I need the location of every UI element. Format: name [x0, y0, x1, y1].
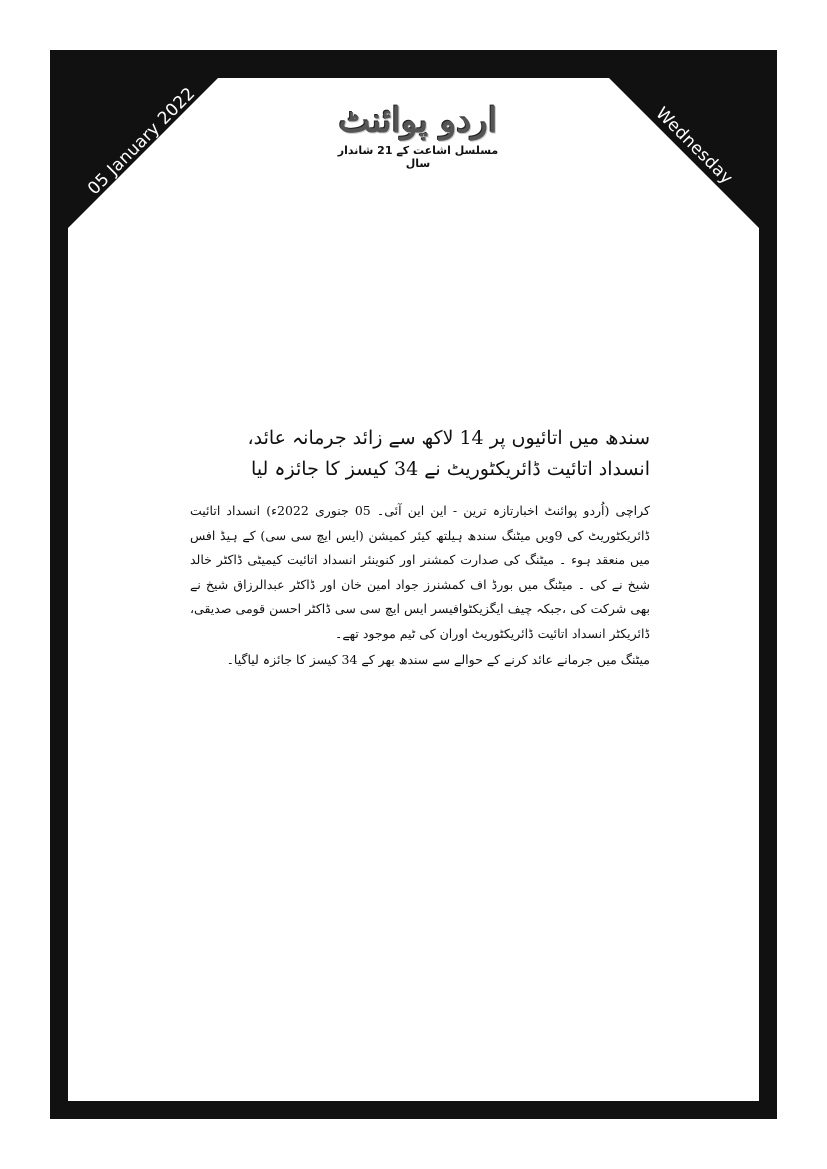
newspaper-page	[68, 78, 759, 1101]
headline-line-2: انسداد اتائیت ڈائریکٹوریٹ نے 34 کیسز کا جائزہ لیا	[251, 458, 650, 480]
headline-line-1: سندھ میں اتائیوں پر 14 لاکھ سے زائد جرمانہ عائد،	[247, 427, 650, 449]
date-label: 05 January 2022	[83, 83, 200, 200]
day-label: Wednesday	[651, 103, 737, 189]
article-paragraph-2: میٹنگ میں جرمانے عائد کرنے کے حوالے سے سندھ بھر کے 34 کیسز کا جائزہ لیاگیا۔	[226, 652, 650, 667]
masthead	[328, 100, 508, 180]
news-article	[190, 423, 650, 673]
date-corner-ribbon	[68, 78, 218, 228]
day-corner-ribbon	[609, 78, 759, 228]
article-paragraph-1: کراچی (اُردو پوائنٹ اخبارتازہ ترین - این این آئی۔ 05 جنوری 2022ء) انسداد اتائیت ڈائریکٹوریٹ کی 9ویں میٹنگ سندھ ہیلتھ کیئر کمیشن (ایس ایچ سی سی) کے ہیڈ افس میں منعقد ہوء ۔ میٹنگ کی صدارت کمشنر اور کنوینئر انسداد اتائیت کیمیٹی ڈاکٹر خالد شیخ نے کی ۔ میٹنگ میں بورڈ اف کمشنرز جواد امین خان اور ڈاکٹر عبدالرزاق شیخ نے بھی شرکت کی ،جبکہ چیف ایگزیکٹوافیسر ایس ایچ سی سی ڈاکٹر احسن قومی صدیقی، ڈائریکٹر انسداد اتائیت ڈائریکٹوریٹ اوران کی ٹیم موجود تھے۔	[190, 503, 650, 641]
urdupoint-logo: اردو پوائنٹ	[338, 101, 498, 141]
day-ribbon-shape	[609, 78, 759, 228]
article-headline	[190, 423, 650, 485]
masthead-tagline: مسلسل اشاعت کے 21 شاندار سال	[337, 144, 499, 170]
